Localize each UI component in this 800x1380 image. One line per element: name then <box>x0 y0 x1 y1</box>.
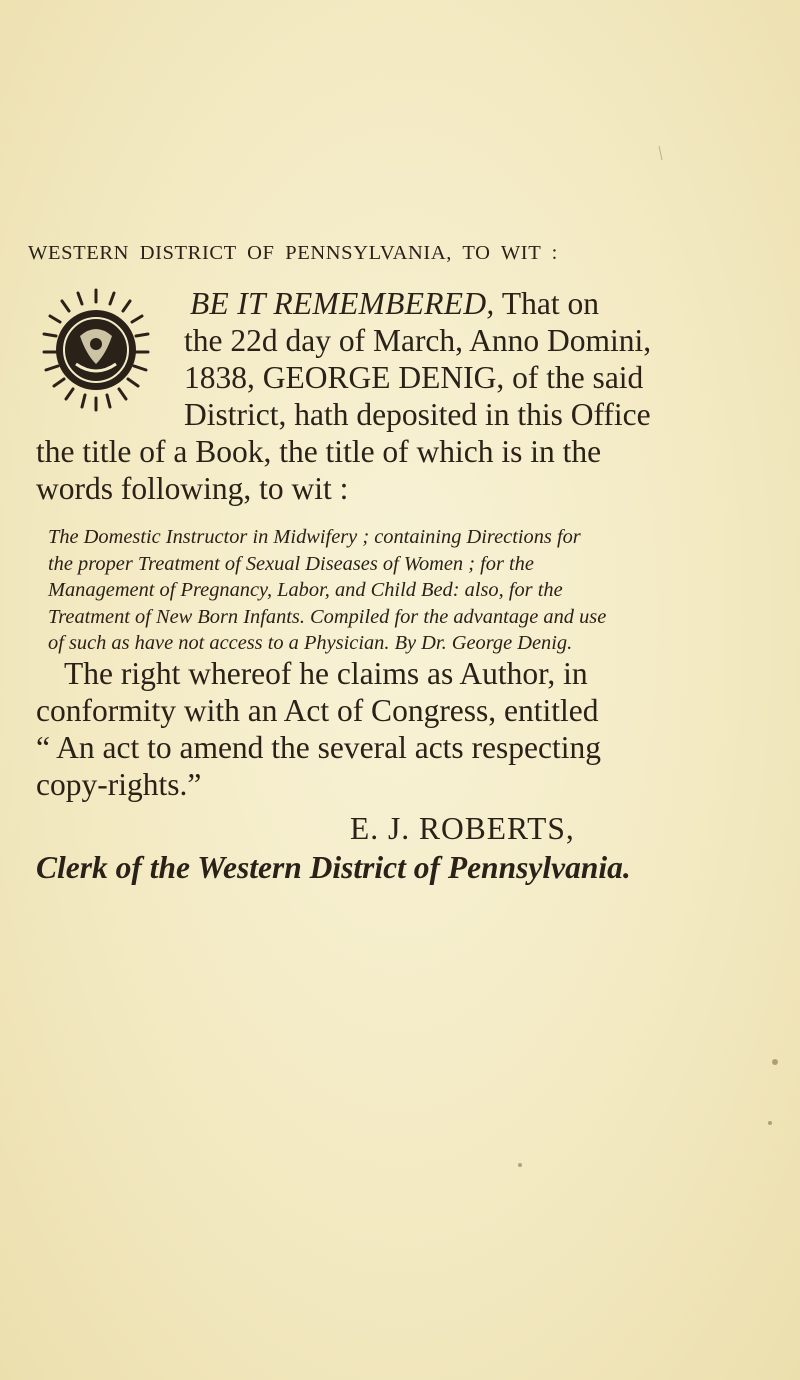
claim-line-2: conformity with an Act of Congress, entitled <box>36 693 599 728</box>
district-heading: WESTERN DISTRICT OF PENNSYLVANIA, TO WIT : <box>28 242 558 264</box>
claim-line-4: copy-rights.” <box>36 767 202 802</box>
be-it-remembered: BE IT REMEMBERED, <box>190 286 495 321</box>
book-title-line: Management of Pregnancy, Labor, and Child Bed: also, for the <box>48 579 563 601</box>
notice-line-5: the title of a Book, the title of which is in the <box>36 434 602 469</box>
book-title-line: The Domestic Instructor in Midwifery ; containing Directions for <box>48 526 581 548</box>
clerk-title: Clerk of the Western District of Pennsylvania. <box>36 850 631 885</box>
signer-name: E. J. ROBERTS, <box>350 811 575 846</box>
notice-line-3: 1838, GEORGE DENIG, of the said <box>184 360 644 395</box>
notice-line-6: words following, to wit : <box>36 471 349 506</box>
book-title-line: of such as have not access to a Physician. By Dr. George Denig. <box>48 632 573 654</box>
notice-line-2: the 22d day of March, Anno Domini, <box>184 323 652 358</box>
book-title-line: Treatment of New Born Infants. Compiled for the advantage and use <box>48 605 607 628</box>
book-title-line: the proper Treatment of Sexual Diseases of Women ; for the <box>48 552 534 575</box>
claim-line-1: The right whereof he claims as Author, in <box>64 656 588 691</box>
notice-line-1-rest: That on <box>494 286 599 321</box>
claim-line-3: “ An act to amend the several acts respecting <box>36 730 602 765</box>
notice-line-4: District, hath deposited in this Office <box>184 397 651 432</box>
